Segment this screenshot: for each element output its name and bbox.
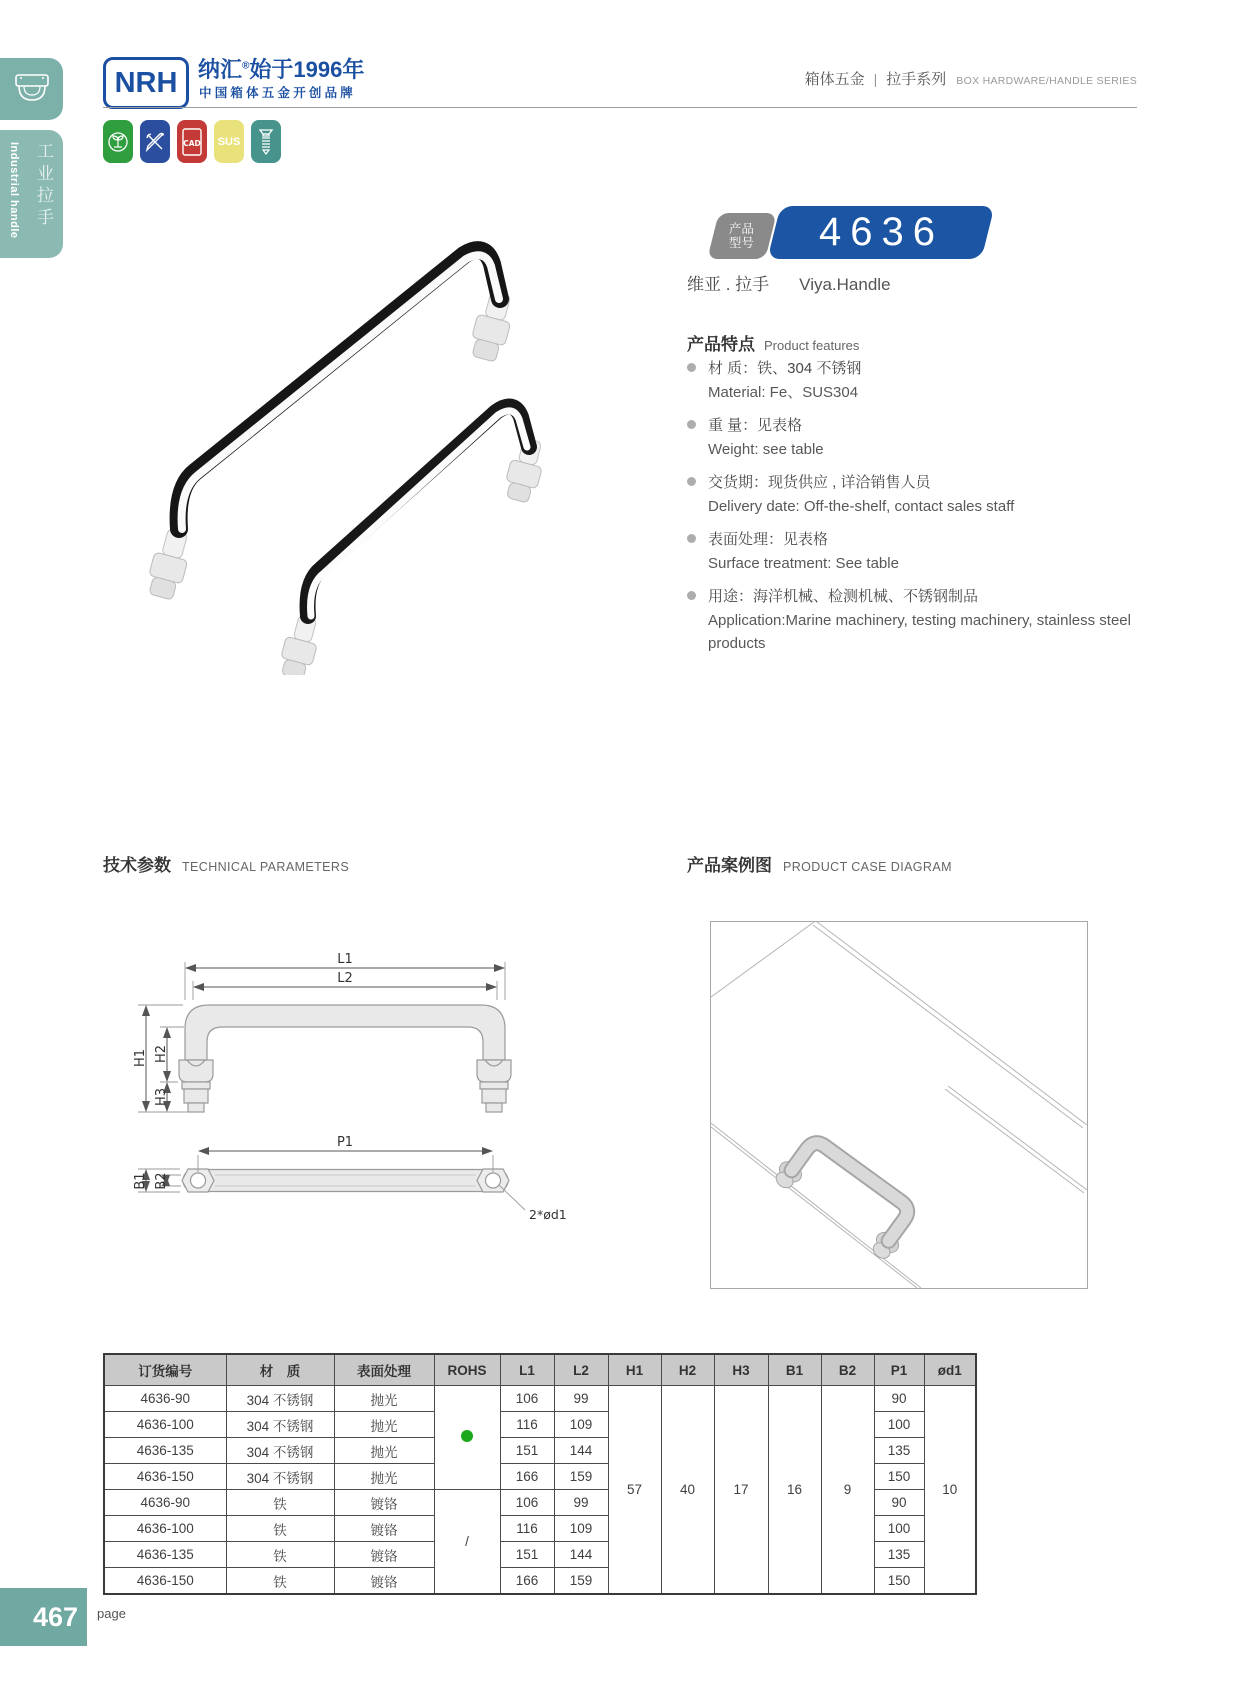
case-section-title — [687, 851, 952, 876]
feature-cn: 用途：海洋机械、检测机械、不锈钢制品 — [708, 588, 979, 605]
handle-front-view — [179, 1005, 511, 1112]
features-title-cn: 产品特点 — [687, 335, 755, 354]
feature-en: Weight: see table — [708, 441, 824, 458]
sidebar-category-en: Industrial handle — [8, 142, 20, 239]
bullet-dot — [687, 477, 696, 486]
page-number-box — [0, 1588, 87, 1646]
bullet-dot — [687, 420, 696, 429]
feature-item — [687, 356, 1139, 404]
hole-label: 2*ød1 — [529, 1207, 567, 1222]
header-rule — [103, 107, 1137, 108]
feature-cn: 交货期：现货供应 , 详洽销售人员 — [708, 474, 931, 491]
rohs-iron-cell: / — [434, 1490, 500, 1595]
technical-title-cn: 技术参数 — [103, 856, 171, 875]
model-tag — [707, 213, 776, 259]
technical-section-title — [103, 851, 349, 876]
spec-table — [103, 1353, 977, 1595]
col-p1: P1 — [874, 1354, 924, 1386]
features-title-en: Product features — [764, 338, 860, 353]
model-tag-line1: 产品 — [729, 221, 755, 236]
case-diagram-drawing — [711, 922, 1087, 1288]
shared-od1: 10 — [924, 1386, 976, 1595]
dim-label-b1: B1 — [133, 1172, 148, 1190]
technical-drawing — [100, 888, 600, 1260]
table-row: 4636-150 铁 镀铬 166 159 150 — [104, 1568, 976, 1595]
bullet-dot — [687, 534, 696, 543]
table-row: 4636-100 铁 镀铬 116 109 100 — [104, 1516, 976, 1542]
case-title-cn: 产品案例图 — [687, 856, 772, 875]
rohs-pass-dot — [461, 1430, 473, 1442]
brand-tagline: 中国箱体五金开创品牌 — [199, 86, 357, 100]
feature-en: Application:Marine machinery, testing machinery, stainless steel products — [708, 612, 1131, 652]
design-tools-icon — [140, 120, 170, 163]
series-en: BOX HARDWARE/HANDLE SERIES — [956, 75, 1137, 87]
col-l1: L1 — [500, 1354, 554, 1386]
case-title-en: PRODUCT CASE DIAGRAM — [783, 860, 952, 874]
model-number-banner — [767, 206, 994, 259]
page-number: 467 — [32, 1602, 78, 1632]
col-b2: B2 — [821, 1354, 874, 1386]
product-name-en: Viya.Handle — [799, 275, 891, 294]
table-row: 4636-100 304 不锈钢 抛光 116 109 100 — [104, 1412, 976, 1438]
dim-label-p1: P1 — [336, 1135, 354, 1150]
sidebar-category — [0, 130, 63, 258]
shared-b2: 9 — [821, 1386, 874, 1595]
feature-item — [687, 527, 1139, 575]
case-handle — [771, 1132, 922, 1264]
features-list — [687, 356, 1139, 664]
sus-label: SUS — [217, 135, 241, 148]
feature-item — [687, 584, 1139, 655]
feature-item — [687, 413, 1139, 461]
dim-label-l1: L1 — [337, 952, 353, 967]
brand-name: 纳汇 — [198, 57, 243, 82]
spec-table-wrap — [103, 1353, 977, 1595]
nrh-logo — [103, 57, 189, 109]
col-surface: 表面处理 — [334, 1354, 434, 1386]
features-title — [687, 330, 859, 355]
eco-icon — [103, 120, 133, 163]
shared-b1: 16 — [768, 1386, 821, 1595]
table-row: 4636-90 304 不锈钢 抛光 106 99 57 40 17 16 9 90 10 — [104, 1386, 976, 1412]
dim-label-h1: H1 — [133, 1048, 148, 1068]
col-od1: ød1 — [924, 1354, 976, 1386]
col-order: 订货编号 — [104, 1354, 226, 1386]
table-row: 4636-135 铁 镀铬 151 144 135 — [104, 1542, 976, 1568]
screw-icon — [251, 120, 281, 163]
feature-en: Material: Fe、SUS304 — [708, 384, 859, 401]
table-header-row — [104, 1354, 976, 1386]
col-h3: H3 — [714, 1354, 768, 1386]
series-divider: | — [873, 71, 878, 87]
rohs-pass-cell — [434, 1386, 500, 1490]
bullet-dot — [687, 363, 696, 372]
brand-title — [198, 53, 364, 84]
feature-item — [687, 470, 1139, 518]
case-diagram-box — [710, 921, 1088, 1289]
series-cn-left: 箱体五金 — [804, 71, 865, 88]
feature-en: Delivery date: Off-the-shelf, contact sales staff — [708, 498, 1015, 515]
nrh-logo-text: NRH — [114, 66, 178, 99]
shared-h3: 17 — [714, 1386, 768, 1595]
table-row: 4636-90 铁 镀铬 / 106 99 90 — [104, 1490, 976, 1516]
series-cn-right: 拉手系列 — [886, 71, 947, 88]
shared-h2: 40 — [661, 1386, 714, 1595]
handle-photo-large — [144, 250, 517, 601]
sus-icon — [214, 120, 244, 163]
page-label: page — [97, 1606, 126, 1621]
col-h2: H2 — [661, 1354, 714, 1386]
col-h1: H1 — [608, 1354, 661, 1386]
product-name — [687, 270, 891, 295]
col-b1: B1 — [768, 1354, 821, 1386]
brand-since: 始于1996年 — [249, 57, 365, 82]
series-header — [805, 68, 1137, 89]
col-l2: L2 — [554, 1354, 608, 1386]
dim-label-h2: H2 — [154, 1044, 169, 1064]
col-material: 材 质 — [226, 1354, 334, 1386]
product-photo — [100, 185, 650, 675]
feature-en: Surface treatment: See table — [708, 555, 899, 572]
cad-icon — [177, 120, 207, 163]
dim-label-l2: L2 — [337, 971, 353, 986]
feature-cn: 重 量：见表格 — [708, 417, 803, 434]
cert-icon-row — [103, 120, 281, 163]
cad-label: CAD — [183, 138, 201, 148]
dim-label-h3: H3 — [154, 1087, 169, 1107]
model-tag-line2: 型号 — [729, 236, 755, 250]
dim-label-b2: B2 — [154, 1172, 169, 1190]
table-row: 4636-150 304 不锈钢 抛光 166 159 150 — [104, 1464, 976, 1490]
handle-bottom-view — [182, 1169, 509, 1192]
registered-mark: ® — [242, 60, 250, 72]
sidebar-category-cn: 工业拉手 — [34, 142, 53, 230]
bullet-dot — [687, 591, 696, 600]
case-handle-icon — [13, 73, 51, 105]
feature-cn: 表面处理：见表格 — [708, 531, 829, 548]
technical-title-en: TECHNICAL PARAMETERS — [182, 860, 350, 874]
sidebar-category-icon-box — [0, 58, 63, 120]
table-row: 4636-135 304 不锈钢 抛光 151 144 135 — [104, 1438, 976, 1464]
product-name-cn: 维亚 . 拉手 — [687, 275, 770, 294]
shared-h1: 57 — [608, 1386, 661, 1595]
feature-cn: 材 质：铁、304 不锈钢 — [708, 360, 862, 377]
model-number: 4636 — [818, 210, 944, 254]
col-rohs: ROHS — [434, 1354, 500, 1386]
handle-photo-small — [277, 407, 549, 675]
